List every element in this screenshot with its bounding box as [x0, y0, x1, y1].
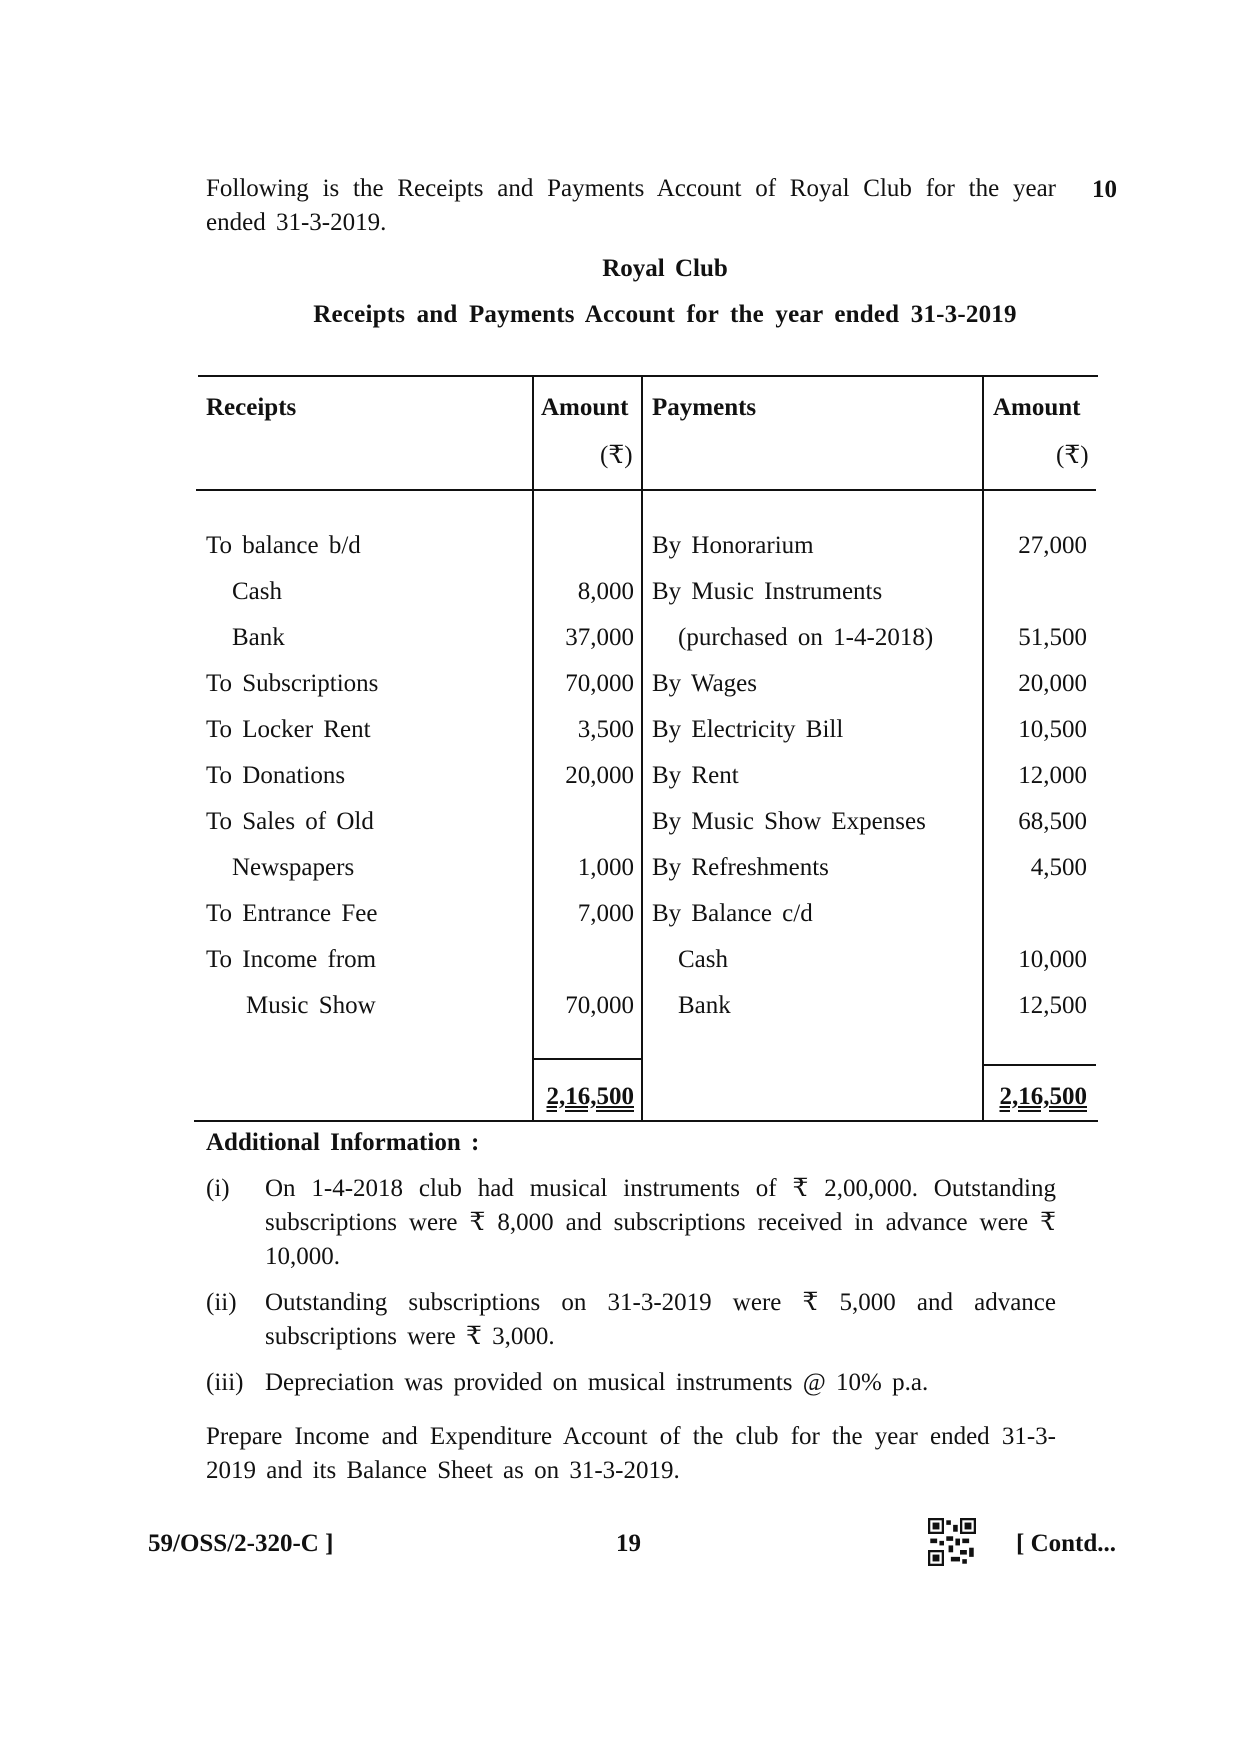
- payment-amount: 10,000: [1018, 946, 1087, 973]
- payment-amount: 51,500: [1018, 624, 1087, 651]
- receipt-item: Newspapers: [232, 854, 355, 881]
- payments-total: 2,16,500: [999, 1083, 1087, 1110]
- item-number: (i): [206, 1175, 230, 1202]
- receipt-amount: 3,500: [577, 716, 634, 743]
- receipt-amount: 8,000: [577, 578, 634, 605]
- receipt-item: To Locker Rent: [206, 716, 371, 743]
- page-number: 19: [616, 1530, 641, 1557]
- account-subtitle: Receipts and Payments Account for the year ended 31-3-2019: [313, 301, 1017, 328]
- header-payments: Payments: [652, 394, 757, 421]
- question-intro: Following is the Receipts and Payments Account of Royal Club for the year ended 31-3-2019.: [206, 175, 1056, 236]
- receipt-amount: 37,000: [565, 624, 634, 651]
- receipt-amount: 70,000: [565, 992, 634, 1019]
- payment-amount: 27,000: [1018, 532, 1087, 559]
- receipts-total-rule: [534, 1058, 642, 1060]
- table-bottom-rule: [194, 1120, 1098, 1122]
- payment-amount: 12,500: [1018, 992, 1087, 1019]
- receipt-item: Bank: [232, 624, 285, 651]
- receipt-item: To Sales of Old: [206, 808, 374, 835]
- payment-amount: 68,500: [1018, 808, 1087, 835]
- receipt-amount: 20,000: [565, 762, 634, 789]
- receipt-amount: 7,000: [577, 900, 634, 927]
- payment-item: By Music Show Expenses: [652, 808, 926, 835]
- qr-code-icon: [928, 1518, 976, 1566]
- payment-item: By Rent: [652, 762, 739, 789]
- item-text: Outstanding subscriptions on 31-3-2019 were ₹ 5,000 and advance subscriptions were ₹ 3,000.: [265, 1289, 1056, 1350]
- receipt-amount: 1,000: [577, 854, 634, 881]
- payments-total-rule: [984, 1064, 1096, 1066]
- table-top-rule: [198, 375, 1098, 377]
- receipt-item: To Donations: [206, 762, 346, 789]
- receipt-item: To balance b/d: [206, 532, 361, 559]
- item-text: On 1-4-2018 club had musical instruments of ₹ 2,00,000. Outstanding subscriptions were ₹ 8,000 and subscriptions received in advance were ₹ 10,000.: [265, 1175, 1056, 1270]
- receipt-item: Music Show: [246, 992, 376, 1019]
- payment-item: By Electricity Bill: [652, 716, 844, 743]
- payment-item: Bank: [678, 992, 731, 1019]
- receipt-item: To Entrance Fee: [206, 900, 378, 927]
- payment-item: By Refreshments: [652, 854, 829, 881]
- instruction-text: Prepare Income and Expenditure Account of the club for the year ended 31-3-2019 and its Balance Sheet as on 31-3-2019.: [206, 1423, 1056, 1484]
- item-number: (iii): [206, 1369, 244, 1396]
- additional-info-title: Additional Information :: [206, 1129, 480, 1156]
- col-divider-2: [641, 375, 643, 1120]
- header-currency-payments: (₹): [1056, 442, 1089, 469]
- payment-amount: 4,500: [1030, 854, 1087, 881]
- club-title: Royal Club: [602, 255, 728, 282]
- header-receipts: Receipts: [206, 394, 297, 421]
- payment-item: By Music Instruments: [652, 578, 883, 605]
- header-amount-payments: Amount: [993, 394, 1081, 421]
- receipt-amount: 70,000: [565, 670, 634, 697]
- receipt-item: To Income from: [206, 946, 377, 973]
- receipts-total: 2,16,500: [546, 1083, 634, 1110]
- item-number: (ii): [206, 1289, 237, 1316]
- payment-amount: 10,500: [1018, 716, 1087, 743]
- receipt-item: Cash: [232, 578, 282, 605]
- header-bottom-rule: [196, 489, 1096, 491]
- paper-code: 59/OSS/2-320-C ]: [148, 1530, 334, 1557]
- payment-item: Cash: [678, 946, 728, 973]
- header-amount-receipts: Amount: [541, 394, 629, 421]
- payment-amount: 20,000: [1018, 670, 1087, 697]
- contd-label: [ Contd...: [1016, 1530, 1117, 1557]
- col-divider-3: [982, 375, 984, 1120]
- payment-amount: 12,000: [1018, 762, 1087, 789]
- receipt-item: To Subscriptions: [206, 670, 379, 697]
- item-text: Depreciation was provided on musical instruments @ 10% p.a.: [265, 1369, 929, 1396]
- payment-item: By Balance c/d: [652, 900, 813, 927]
- payment-item: (purchased on 1-4-2018): [678, 624, 934, 651]
- payment-item: By Wages: [652, 670, 757, 697]
- payment-item: By Honorarium: [652, 532, 814, 559]
- question-marks: 10: [1092, 176, 1117, 203]
- header-currency-receipts: (₹): [600, 442, 633, 469]
